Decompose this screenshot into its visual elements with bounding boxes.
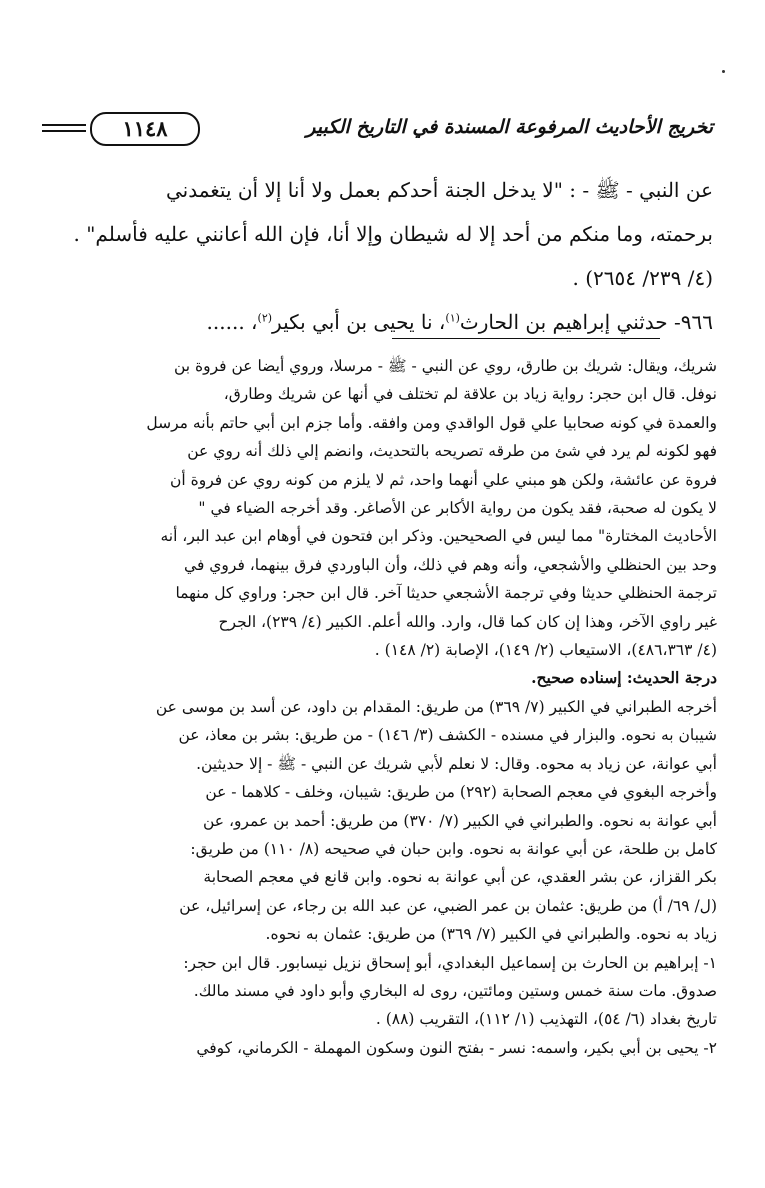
narration-text: ، ...... [206,310,258,334]
note-line: وأخرجه البغوي في معجم الصحابة (٢٩٢) من طريق: شيبان، وخلف - كلاهما - عن [205,783,717,802]
note-line: أخرجه الطبراني في الكبير (٧/ ٣٦٩) من طريق: المقدام بن داود، عن أسد بن موسى عن [155,697,717,716]
footnote-line: صدوق. مات سنة خمس وستين ومائتين، روى له البخاري وأبو داود في مسند مالك. [193,981,717,1000]
margin-dot [722,70,725,73]
main-text [50,168,713,344]
hadith-reference: (٤/ ٢٣٩/ ٢٦٥٤) . [572,266,713,290]
header-rule [42,124,86,126]
note-line: وحد بين الحنظلي والأشجعي، وأنه وهم في ذلك، وأن الباوردي فرق بينهما، فروي في [184,555,717,574]
narration-text: ٩٦٦- حدثني إبراهيم بن الحارث [459,310,713,334]
footnote-marker: (١) [445,311,460,325]
note-line: فروة عن عائشة، ولكن هو مبني علي أنهما واحد، ثم لا يلزم من كونه روي عن فروة أن [170,470,717,489]
note-line: ترجمة الحنظلي حديثا وفي ترجمة الأشجعي حديثا آخر. قال ابن حجر: وراوي كل منهما [175,584,717,603]
footnote-separator [392,338,660,339]
note-line: الأحاديث المختارة" مما ليس في الصحيحين. وذكر ابن فتحون في أوهام ابن عبد البر، أنه [160,527,717,546]
note-line: زياد به نحوه. والطبراني في الكبير (٧/ ٣٦٩) من طريق: عثمان به نحوه. [265,925,717,944]
footnote-line: تاريخ بغداد (٦/ ٥٤)، التهذيب (١/ ١١٢)، التقريب (٨٨) . [375,1010,717,1029]
note-line: بكر القزاز، عن بشر العقدي، عن أبي عوانة به نحوه. وابن قانع في معجم الصحابة [203,868,717,887]
note-line: شيبان به نحوه. والبزار في مسنده - الكشف (٣/ ١٤٦) - من طريق: بشر بن معاذ، عن [178,726,717,745]
note-line: فهو لكونه لم يرد في شئ من طرقه تصريحه بالتحديث، وانضم إلي ذلك أنه روي عن [187,442,717,461]
hadith-line: عن النبي - ﷺ - : "لا يدخل الجنة أحدكم بعمل ولا أنا إلا أن يتغمدني [165,178,713,202]
narration-text: ، نا يحيى بن أبي بكير [272,310,446,334]
hadith-line: برحمته، وما منكم من أحد إلا له شيطان وإلا أنا، فإن الله أعانني عليه فأسلم" . [73,222,713,246]
note-line: غير راوي الآخر، وهذا إن كان كما قال، وارد. والله أعلم. الكبير (٤/ ٢٣٩)، الجرح [218,612,717,631]
footnote-marker: (٢) [257,311,273,325]
note-line: والعمدة في كونه صحابيا علي قول الواقدي ومن وافقه. وأما جزم ابن أبي حاتم بأنه مرسل [146,413,717,432]
note-line: نوفل. قال ابن حجر: رواية زياد بن علاقة لم تختلف في أنها عن شريك وطارق، [223,385,717,404]
running-header [42,112,713,148]
footnote-line: ١- إبراهيم بن الحارث بن إسماعيل البغدادي، أبو إسحاق نزيل نيسابور. قال ابن حجر: [183,953,717,972]
running-title: تخريج الأحاديث المرفوعة المسندة في التاريخ الكبير [306,116,713,138]
header-rule [42,130,86,132]
grade-heading: درجة الحديث: إسناده صحيح. [531,668,717,688]
note-line: (٤/ ٤٨٦،٣٦٣)، الاستيعاب (٢/ ١٤٩)، الإصابة (٢/ ١٤٨) . [374,641,717,660]
note-line: كامل بن طلحة، عن أبي عوانة به نحوه. وابن حبان في صحيحه (٨/ ١١٠) من طريق: [190,839,717,858]
note-line: أبي عوانة به نحوه. والطبراني في الكبير (٧/ ٣٧٠) من طريق: أحمد بن عمرو، عن [202,811,717,830]
note-line: أبي عوانة، عن زياد به محوه. وقال: لا نعلم لأبي شريك عن النبي - ﷺ - إلا حديثين. [196,754,717,773]
note-line: شريك، ويقال: شريك بن طارق، روي عن النبي - ﷺ - مرسلا، وروي أيضا عن فروة بن [173,357,717,375]
page-number: ١١٤٨ [90,112,200,146]
footnote-line: ٢- يحيى بن أبي بكير، واسمه: نسر - بفتح النون وسكون المهملة - الكرماني، كوفي [196,1038,717,1057]
note-line: لا يكون له صحبة، فقد يكون من رواية الأكابر عن الأصاغر. وقد أخرجه الضياء في " [198,499,717,518]
note-line: (ل/ ٦٩/ أ) من طريق: عثمان بن عمر الضبي، عن عبد الله بن رجاء، عن إسرائيل، عن [179,896,717,915]
footnotes [50,352,717,1062]
